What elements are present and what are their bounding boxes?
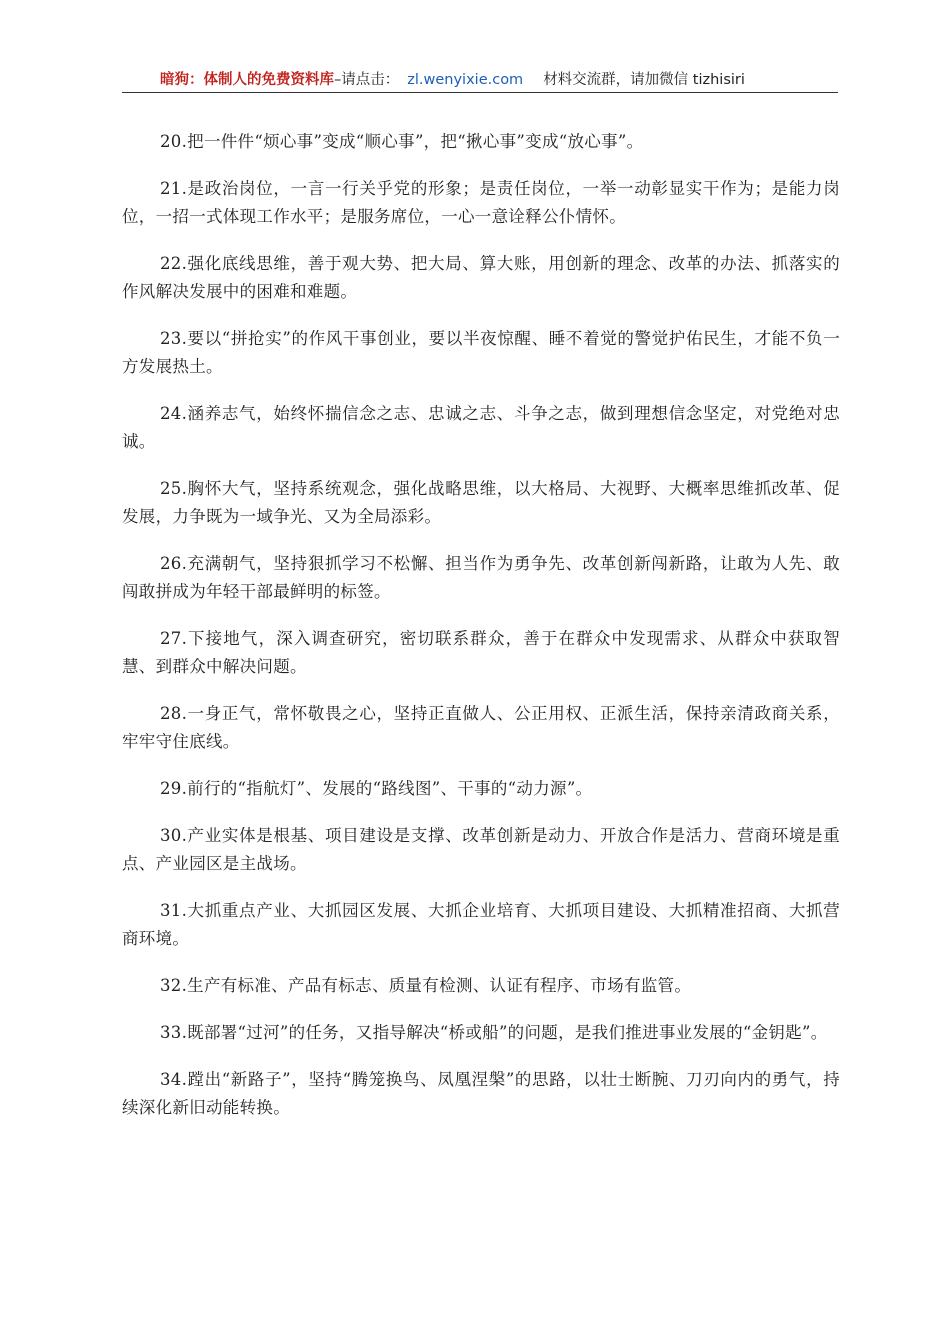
header-url-link[interactable]: zl.wenyixie.com [407,72,524,88]
paragraph-32: 32.生产有标准、产品有标志、质量有检测、认证有程序、市场有监管。 [160,976,692,995]
header-separator: –请点击： [334,72,400,88]
paragraph-21: 21.是政治岗位，一言一行关乎党的形象；是责任岗位，一举一动彰显实干作为；是能力岗位，一招一式体现工作水平；是服务席位，一心一意诠释公仆情怀。 [122,179,840,226]
paragraph-24: 24.涵养志气，始终怀揣信念之志、忠诚之志、斗争之志，做到理想信念坚定，对党绝对忠诚。 [122,404,840,451]
paragraph-33: 33.既部署“过河”的任务，又指导解决“桥或船”的问题，是我们推进事业发展的“金钥匙”。 [160,1023,828,1042]
paragraph-22: 22.强化底线思维，善于观大势、把大局、算大账，用创新的理念、改革的办法、抓落实的作风解决发展中的困难和难题。 [122,254,840,301]
paragraph-26: 26.充满朝气，坚持狠抓学习不松懈、担当作为勇争先、改革创新闯新路，让敢为人先、敢闯敢拼成为年轻干部最鲜明的标签。 [122,554,840,601]
paragraph-25: 25.胸怀大气，坚持系统观念，强化战略思维，以大格局、大视野、大概率思维抓改革、促发展，力争既为一域争光、又为全局添彩。 [122,479,840,526]
paragraph-31: 31.大抓重点产业、大抓园区发展、大抓企业培育、大抓项目建设、大抓精准招商、大抓营商环境。 [122,901,840,948]
paragraph-23: 23.要以“拼抢实”的作风干事创业，要以半夜惊醒、睡不着觉的警觉护佑民生，才能不负一方发展热土。 [122,329,840,376]
paragraph-29: 29.前行的“指航灯”、发展的“路线图”、干事的“动力源”。 [160,779,593,798]
document-body [122,128,840,1141]
paragraph-30: 30.产业实体是根基、项目建设是支撑、改革创新是动力、开放合作是活力、营商环境是重点、产业园区是主战场。 [122,826,840,873]
paragraph-34: 34.蹚出“新路子”，坚持“腾笼换鸟、凤凰涅槃”的思路，以壮士断腕、刀刃向内的勇气，持续深化新旧动能转换。 [122,1070,840,1117]
paragraph-20: 20.把一件件“烦心事”变成“顺心事”，把“揪心事”变成“放心事”。 [160,132,644,151]
page-header [122,70,838,93]
paragraph-27: 27.下接地气，深入调查研究，密切联系群众，善于在群众中发现需求、从群众中获取智慧、到群众中解决问题。 [122,629,840,676]
header-promo: 材料交流群，请加微信 tizhisiri [543,72,745,88]
paragraph-28: 28.一身正气，常怀敬畏之心，坚持正直做人、公正用权、正派生活，保持亲清政商关系，牢牢守住底线。 [122,704,840,751]
header-brand: 暗狗：体制人的免费资料库 [160,72,334,88]
